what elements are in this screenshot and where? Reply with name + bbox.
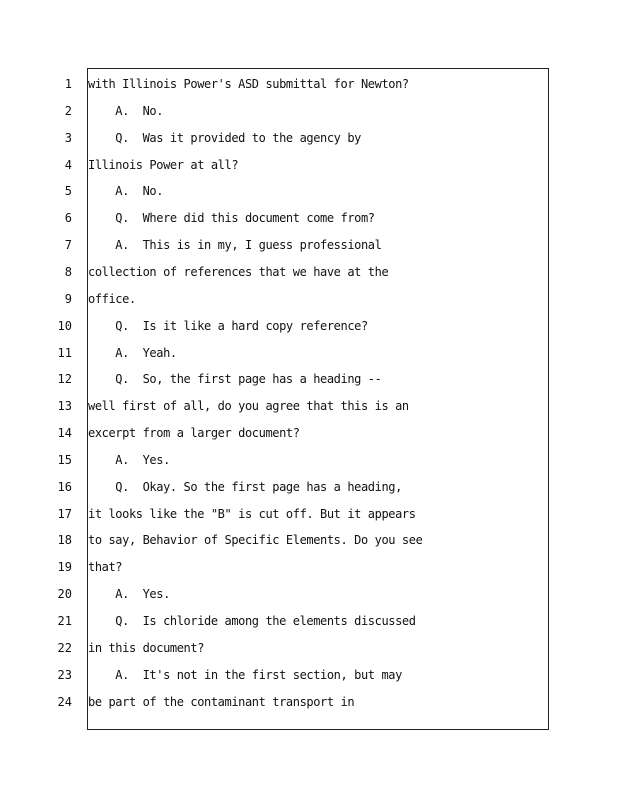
line-text: well first of all, do you agree that this is an (88, 399, 409, 413)
line-text: Q. Is chloride among the elements discussed (88, 614, 416, 628)
transcript-line (0, 128, 560, 148)
line-number: 3 (64, 131, 72, 145)
line-number: 10 (57, 319, 72, 333)
line-text: Q. So, the first page has a heading -- (88, 372, 382, 386)
line-number: 2 (64, 104, 72, 118)
transcript-line (0, 101, 560, 121)
transcript-line (0, 343, 560, 363)
line-text: A. This is in my, I guess professional (88, 238, 382, 252)
transcript-line (0, 396, 560, 416)
line-text: excerpt from a larger document? (88, 426, 300, 440)
line-number: 14 (57, 426, 72, 440)
line-number: 16 (57, 480, 72, 494)
line-number: 7 (64, 238, 72, 252)
line-number: 23 (57, 668, 72, 682)
transcript-line (0, 289, 560, 309)
transcript-line (0, 504, 560, 524)
line-text: A. No. (88, 184, 164, 198)
transcript-line (0, 74, 560, 94)
line-text: A. It's not in the first section, but may (88, 668, 402, 682)
transcript-line (0, 477, 560, 497)
line-text: collection of references that we have at the (88, 265, 389, 279)
line-number: 6 (64, 211, 72, 225)
line-number: 22 (57, 641, 72, 655)
line-text: Illinois Power at all? (88, 158, 239, 172)
line-text: Q. Okay. So the first page has a heading, (88, 480, 402, 494)
transcript-line (0, 235, 560, 255)
line-number: 8 (64, 265, 72, 279)
line-number: 15 (57, 453, 72, 467)
line-text: it looks like the "B" is cut off. But it appears (88, 507, 416, 521)
line-text: A. No. (88, 104, 164, 118)
line-number: 9 (64, 292, 72, 306)
line-text: in this document? (88, 641, 205, 655)
transcript-line (0, 181, 560, 201)
line-number: 18 (57, 533, 72, 547)
line-number: 19 (57, 560, 72, 574)
line-number: 5 (64, 184, 72, 198)
transcript-line (0, 450, 560, 470)
line-number: 24 (57, 695, 72, 709)
transcript-line (0, 316, 560, 336)
line-number: 11 (57, 346, 72, 360)
line-text: A. Yes. (88, 587, 170, 601)
transcript-line (0, 557, 560, 577)
transcript-line (0, 369, 560, 389)
line-number: 12 (57, 372, 72, 386)
transcript-line (0, 423, 560, 443)
line-text: A. Yes. (88, 453, 170, 467)
line-text: office. (88, 292, 136, 306)
line-number: 17 (57, 507, 72, 521)
transcript-line (0, 584, 560, 604)
transcript-line (0, 262, 560, 282)
transcript-line (0, 692, 560, 712)
line-number: 1 (64, 77, 72, 91)
line-number: 20 (57, 587, 72, 601)
line-text: Q. Is it like a hard copy reference? (88, 319, 368, 333)
transcript-line (0, 638, 560, 658)
line-text: Q. Where did this document come from? (88, 211, 375, 225)
line-text: be part of the contaminant transport in (88, 695, 355, 709)
line-text: A. Yeah. (88, 346, 177, 360)
transcript-line (0, 665, 560, 685)
line-number: 21 (57, 614, 72, 628)
line-text: to say, Behavior of Specific Elements. Do you see (88, 533, 423, 547)
transcript-line (0, 611, 560, 631)
transcript-line (0, 530, 560, 550)
line-text: Q. Was it provided to the agency by (88, 131, 361, 145)
line-text: that? (88, 560, 123, 574)
transcript-line (0, 208, 560, 228)
line-text: with Illinois Power's ASD submittal for Newton? (88, 77, 409, 91)
line-number: 4 (64, 158, 72, 172)
line-number: 13 (57, 399, 72, 413)
transcript-line (0, 155, 560, 175)
